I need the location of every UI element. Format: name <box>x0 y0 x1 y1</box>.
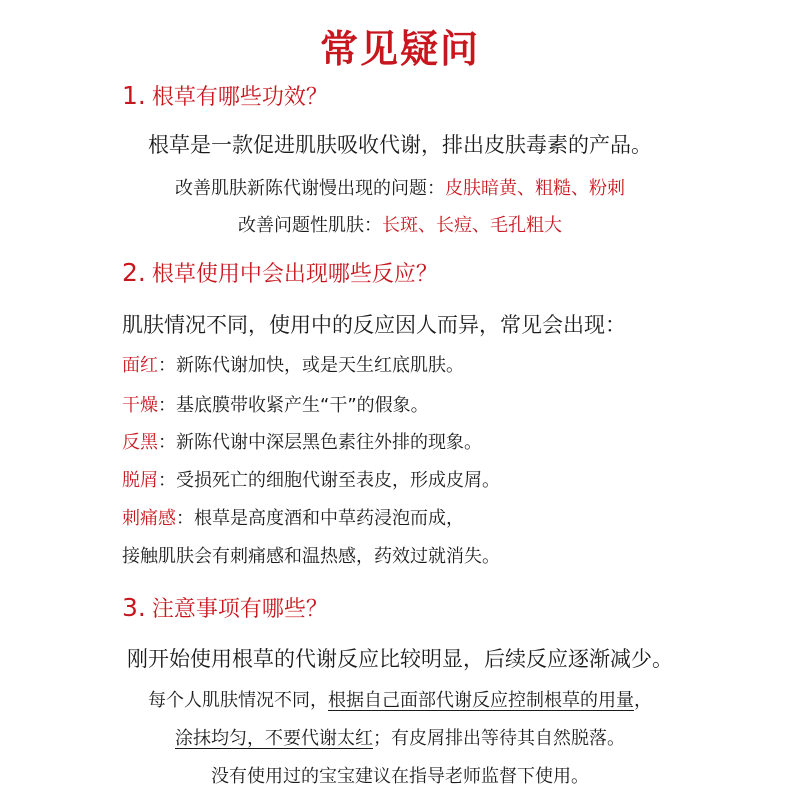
reaction-continuation: 接触肌肤会有刺痛感和温热感，药效过就消失。 <box>122 546 500 567</box>
section-2-title: 根草使用中会出现哪些反应？ <box>151 262 438 287</box>
section-3-heading <box>122 592 328 623</box>
reaction-term: 干燥 <box>122 395 158 416</box>
section-1-row-2-label: 改善问题性肌肤： <box>238 215 382 236</box>
section-1-title: 根草有哪些功效？ <box>151 85 328 110</box>
reaction-item <box>122 428 482 454</box>
section-3-number: 3. <box>122 593 146 622</box>
section-3-line-1-plain: 每个人肌肤情况不同， <box>148 690 328 711</box>
reaction-term: 脱屑 <box>122 470 158 491</box>
section-1-row-2-value: 长斑、长痘、毛孔粗大 <box>382 215 562 236</box>
section-3-line-2-plain: ；有皮屑排出等待其自然脱落。 <box>373 728 625 749</box>
reaction-item <box>122 391 429 417</box>
section-3-lead: 刚开始使用根草的代谢反应比较明显，后续反应逐渐减少。 <box>127 647 673 671</box>
section-2-number: 2. <box>122 258 146 287</box>
section-3-line-3: 没有使用过的宝宝建议在指导老师监督下使用。 <box>211 766 589 787</box>
reaction-desc: ：新陈代谢加快，或是天生红底肌肤。 <box>158 355 464 376</box>
reaction-desc: ：基底膜带收紧产生“干”的假象。 <box>158 395 429 416</box>
reaction-term: 反黑 <box>122 432 158 453</box>
section-1-row-1 <box>0 174 800 200</box>
reaction-desc: ：新陈代谢中深层黑色素往外排的现象。 <box>158 432 482 453</box>
section-1-row-1-label: 改善肌肤新陈代谢慢出现的问题： <box>175 178 445 199</box>
section-3-line-1-end: ， <box>634 690 652 711</box>
section-1-heading <box>122 80 328 111</box>
section-1-row-1-value: 皮肤暗黄、粗糙、粉刺 <box>445 178 625 199</box>
reaction-desc: ：受损死亡的细胞代谢至表皮，形成皮屑。 <box>158 470 500 491</box>
section-1-row-2 <box>0 211 800 237</box>
reaction-term: 面红 <box>122 355 158 376</box>
reaction-term: 刺痛感 <box>122 508 176 529</box>
reaction-item <box>122 504 464 530</box>
page-title: 常见疑问 <box>319 27 480 71</box>
section-1-number: 1. <box>122 81 146 110</box>
section-3-line-1 <box>0 686 800 712</box>
section-3-line-2-underlined: 涂抹均匀，不要代谢太红 <box>175 728 373 749</box>
section-2-lead: 肌肤情况不同，使用中的反应因人而异，常见会出现： <box>122 313 626 337</box>
section-3-title: 注意事项有哪些？ <box>151 597 328 622</box>
section-1-lead: 根草是一款促进肌肤吸收代谢，排出皮肤毒素的产品。 <box>148 133 652 157</box>
section-3-line-2 <box>0 724 800 750</box>
reaction-item <box>122 466 500 492</box>
reaction-item <box>122 351 464 377</box>
section-2-heading <box>122 257 438 288</box>
section-3-line-1-underlined: 根据自己面部代谢反应控制根草的用量 <box>328 690 634 711</box>
reaction-desc: ：根草是高度酒和中草药浸泡而成， <box>176 508 464 529</box>
